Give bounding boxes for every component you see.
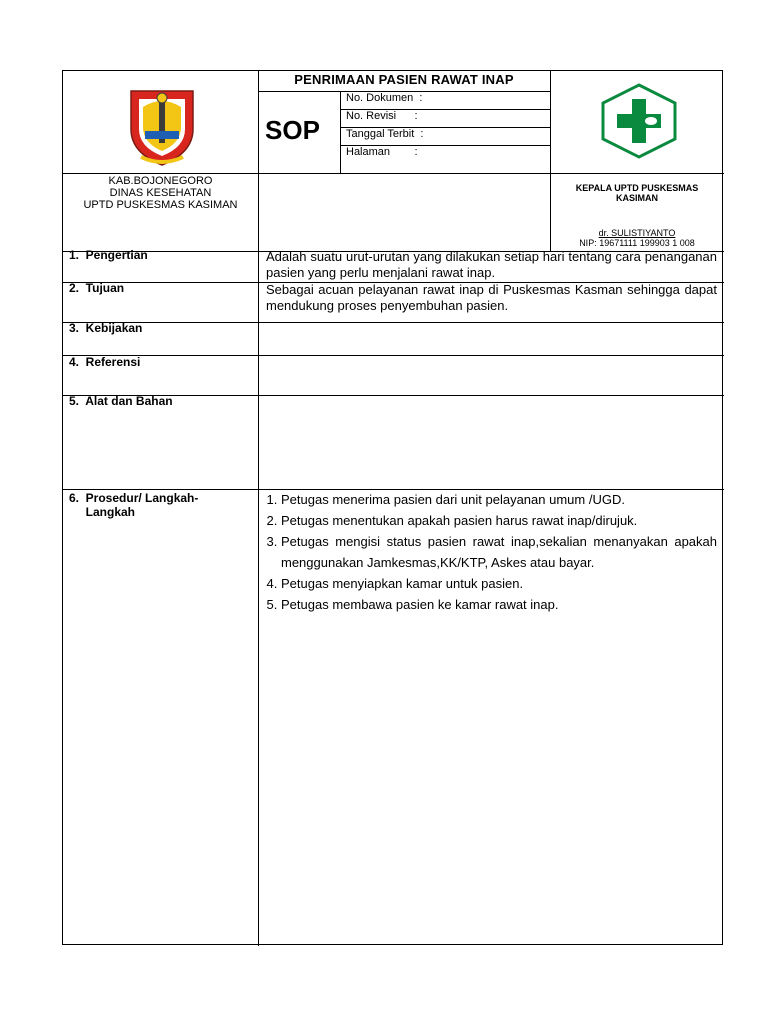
list-item: 2. Petugas menentukan apakah pasien harus rawat inap/dirujuk.	[281, 510, 717, 531]
section-label-pengertian: 1. Pengertian	[69, 248, 148, 262]
procedure-steps	[261, 489, 717, 615]
signatory-name: dr. SULISTIYANTO	[598, 228, 676, 238]
section-label-alat-bahan: 5. Alat dan Bahan	[69, 394, 173, 408]
list-item: 5. Petugas membawa pasien ke kamar rawat inap.	[281, 594, 717, 615]
list-item: 1. Petugas menerima pasien dari unit pelayanan umum /UGD.	[281, 489, 717, 510]
list-item: 3. Petugas mengisi status pasien rawat inap,sekalian menanyakan apakah menggunakan Jamkesmas,KK/KTP, Askes atau bayar.	[281, 531, 717, 573]
section-label-referensi: 4. Referensi	[69, 355, 141, 369]
head-title: KEPALA UPTD PUSKESMAS KASIMAN	[575, 183, 699, 203]
signatory-nip: NIP: 19671111 199903 1 008	[579, 238, 695, 248]
section-text-tujuan: Sebagai acuan pelayanan rawat inap di Puskesmas Kasman sehingga dapat mendukung proses penyembuhan pasien.	[266, 282, 717, 313]
sop-label: SOP	[265, 115, 320, 145]
puskesmas-cross-logo	[599, 83, 679, 159]
field-tanggal-terbit: Tanggal Terbit :	[346, 128, 424, 140]
section-label-prosedur: 6. Prosedur/ Langkah- Langkah	[69, 491, 199, 519]
org-name: KAB.BOJONEGORO DINAS KESEHATAN UPTD PUSKESMAS KASIMAN	[83, 175, 238, 211]
field-no-revisi: No. Revisi :	[346, 110, 418, 122]
sop-document	[62, 70, 723, 945]
list-item: 4. Petugas menyiapkan kamar untuk pasien.	[281, 573, 717, 594]
section-text-pengertian: Adalah suatu urut-urutan yang dilakukan setiap hari tentang cara penanganan pasien yang perlu menjalani rawat inap.	[266, 249, 717, 280]
field-no-dokumen: No. Dokumen :	[346, 92, 423, 104]
section-label-tujuan: 2. Tujuan	[69, 281, 125, 295]
bojonegoro-crest-logo	[121, 79, 203, 167]
field-halaman: Halaman :	[346, 146, 418, 158]
document-title: PENRIMAAN PASIEN RAWAT INAP	[294, 72, 514, 87]
section-label-kebijakan: 3. Kebijakan	[69, 321, 143, 335]
